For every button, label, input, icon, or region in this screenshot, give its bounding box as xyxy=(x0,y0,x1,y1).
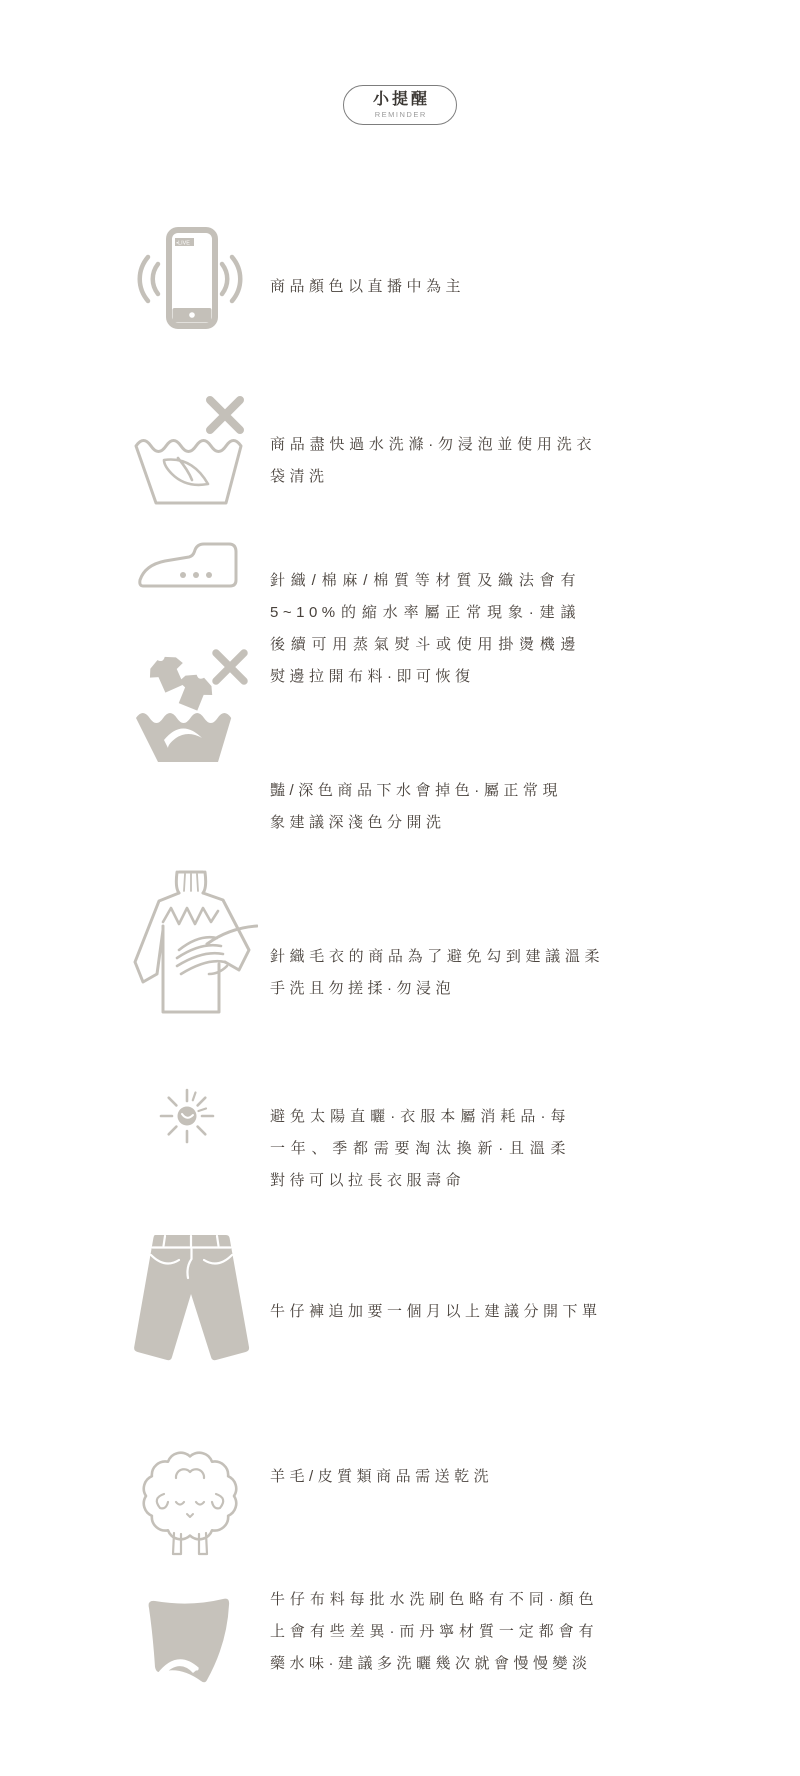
live-phone-icon xyxy=(120,226,260,330)
reminder-header-badge xyxy=(343,85,457,125)
reminder-text: 避免太陽直曬·衣服本屬消耗品·每一年、季都需要淘汰換新·且溫柔對待可以拉長衣服壽命 xyxy=(270,1108,570,1189)
jeans-icon xyxy=(120,1230,260,1365)
wool-sheep-icon xyxy=(120,1430,260,1560)
reminder-text: 針織/棉麻/棉質等材質及織法會有5~10%的縮水率屬正常現象·建議後續可用蒸氣熨斗或使用掛燙機邊熨邊拉開布料·即可恢復 xyxy=(270,572,580,685)
reminder-text: 商品盡快過水洗滌·勿浸泡並使用洗衣袋清洗 xyxy=(270,436,596,485)
live-badge-text: •LIVE xyxy=(176,240,190,247)
no-soak-wash-icon xyxy=(120,394,260,509)
x-mark xyxy=(216,653,244,681)
separate-dark-colors-wash-icon xyxy=(120,648,260,768)
reminder-text: 針織毛衣的商品為了避免勾到建議溫柔手洗且勿搓揉·勿浸泡 xyxy=(270,948,604,997)
reminder-text: 牛仔褲追加要一個月以上建議分開下單 xyxy=(270,1303,602,1320)
reminder-text: 豔/深色商品下水會掉色·屬正常現象建議深淺色分開洗 xyxy=(270,782,562,831)
reminder-text: 牛仔布料每批水洗刷色略有不同·顏色上會有些差異·而丹寧材質一定都會有藥水味·建議多洗曬幾次就會慢慢變淡 xyxy=(270,1591,598,1672)
shirt-shape xyxy=(144,651,190,696)
x-mark xyxy=(210,400,240,430)
sun-exposure-icon xyxy=(120,1070,260,1155)
page-subtitle: REMINDER xyxy=(374,110,427,119)
page-title: 小提醒 xyxy=(372,91,431,108)
knit-sweater-handwash-icon xyxy=(120,866,260,1026)
reminder-text: 羊毛/皮質類商品需送乾洗 xyxy=(270,1468,494,1485)
reminder-text: 商品顏色以直播中為主 xyxy=(270,278,466,295)
iron-icon xyxy=(120,528,260,598)
denim-fabric-icon xyxy=(120,1594,260,1689)
